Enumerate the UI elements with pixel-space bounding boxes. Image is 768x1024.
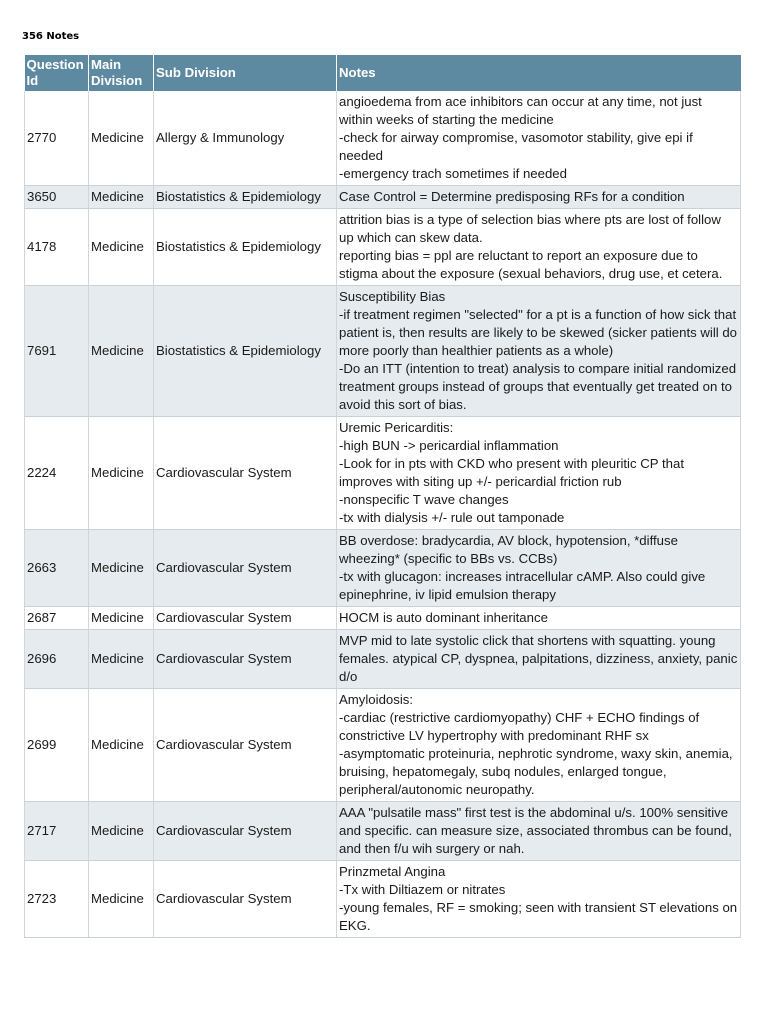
sub-division-cell: Cardiovascular System (154, 802, 337, 861)
notes-cell: Uremic Pericarditis: -high BUN -> pericardial inflammation -Look for in pts with CKD who present with pleuritic CP that improves with siting up +/- pericardial friction rub -nonspecific T wave changes -tx with dialysis +/- rule out tamponade (337, 417, 741, 530)
sub-division-cell: Cardiovascular System (154, 530, 337, 607)
table-row (25, 417, 741, 530)
question-id-cell: 2687 (25, 607, 89, 630)
main-division-cell: Medicine (89, 689, 154, 802)
notes-cell: Case Control = Determine predisposing RFs for a condition (337, 186, 741, 209)
notes-cell: AAA "pulsatile mass" first test is the abdominal u/s. 100% sensitive and specific. can measure size, associated thrombus can be found, and then f/u wih surgery or nah. (337, 802, 741, 861)
notes-cell: HOCM is auto dominant inheritance (337, 607, 741, 630)
table-row (25, 802, 741, 861)
main-division-cell: Medicine (89, 209, 154, 286)
question-id-cell: 2723 (25, 861, 89, 938)
column-header-sub-division[interactable]: Sub Division (154, 55, 337, 91)
question-id-cell: 2717 (25, 802, 89, 861)
table-row (25, 530, 741, 607)
table-header-row (25, 55, 741, 91)
column-header-notes[interactable]: Notes (337, 55, 741, 91)
sub-division-cell: Cardiovascular System (154, 689, 337, 802)
notes-cell: Amyloidosis: -cardiac (restrictive cardiomyopathy) CHF + ECHO findings of constrictive LV hypertrophy with predominant RHF sx -asymptomatic proteinuria, nephrotic syndrome, waxy skin, anemia, bruising, hepatomegaly, subq nodules, enlarged tongue, peripheral/autonomic neuropathy. (337, 689, 741, 802)
sub-division-cell: Biostatistics & Epidemiology (154, 209, 337, 286)
table-row (25, 286, 741, 417)
main-division-cell: Medicine (89, 802, 154, 861)
sub-division-cell: Cardiovascular System (154, 607, 337, 630)
question-id-cell: 2699 (25, 689, 89, 802)
notes-cell: Prinzmetal Angina -Tx with Diltiazem or nitrates -young females, RF = smoking; seen with transient ST elevations on EKG. (337, 861, 741, 938)
sub-division-cell: Allergy & Immunology (154, 91, 337, 186)
table-row (25, 186, 741, 209)
main-division-cell: Medicine (89, 286, 154, 417)
main-division-cell: Medicine (89, 186, 154, 209)
question-id-cell: 3650 (25, 186, 89, 209)
question-id-cell: 2224 (25, 417, 89, 530)
question-id-cell: 2770 (25, 91, 89, 186)
sub-division-cell: Cardiovascular System (154, 630, 337, 689)
main-division-cell: Medicine (89, 417, 154, 530)
column-header-main-division[interactable]: Main Division (89, 55, 154, 91)
main-division-cell: Medicine (89, 91, 154, 186)
table-row (25, 209, 741, 286)
sub-division-cell: Cardiovascular System (154, 861, 337, 938)
table-row (25, 689, 741, 802)
page-title: 356 Notes (22, 31, 80, 42)
table-row (25, 630, 741, 689)
main-division-cell: Medicine (89, 630, 154, 689)
notes-cell: BB overdose: bradycardia, AV block, hypotension, *diffuse wheezing* (specific to BBs vs. CCBs) -tx with glucagon: increases intracellular cAMP. Also could give epinephrine, iv lipid emulsion therapy (337, 530, 741, 607)
sub-division-cell: Biostatistics & Epidemiology (154, 186, 337, 209)
question-id-cell: 2696 (25, 630, 89, 689)
question-id-cell: 2663 (25, 530, 89, 607)
notes-cell: MVP mid to late systolic click that shortens with squatting. young females. atypical CP, dyspnea, palpitations, dizziness, anxiety, panic d/o (337, 630, 741, 689)
notes-table (24, 55, 741, 938)
notes-cell: angioedema from ace inhibitors can occur at any time, not just within weeks of starting the medicine -check for airway compromise, vasomotor stability, give epi if needed -emergency trach sometimes if needed (337, 91, 741, 186)
notes-cell: Susceptibility Bias -if treatment regimen "selected" for a pt is a function of how sick that patient is, then results are likely to be skewed (sicker patients will do more poorly than healthier patients as a whole) -Do an ITT (intention to treat) analysis to compare initial randomized treatment groups instead of groups that eventually get treated on to avoid this sort of bias. (337, 286, 741, 417)
main-division-cell: Medicine (89, 530, 154, 607)
table-row (25, 861, 741, 938)
main-division-cell: Medicine (89, 861, 154, 938)
question-id-cell: 7691 (25, 286, 89, 417)
table-row (25, 607, 741, 630)
table-row (25, 91, 741, 186)
column-header-question-id[interactable]: Question Id (25, 55, 89, 91)
main-division-cell: Medicine (89, 607, 154, 630)
question-id-cell: 4178 (25, 209, 89, 286)
notes-cell: attrition bias is a type of selection bias where pts are lost of follow up which can skew data. reporting bias = ppl are reluctant to report an exposure due to stigma about the exposure (sexual behaviors, drug use, et cetera. (337, 209, 741, 286)
sub-division-cell: Cardiovascular System (154, 417, 337, 530)
sub-division-cell: Biostatistics & Epidemiology (154, 286, 337, 417)
